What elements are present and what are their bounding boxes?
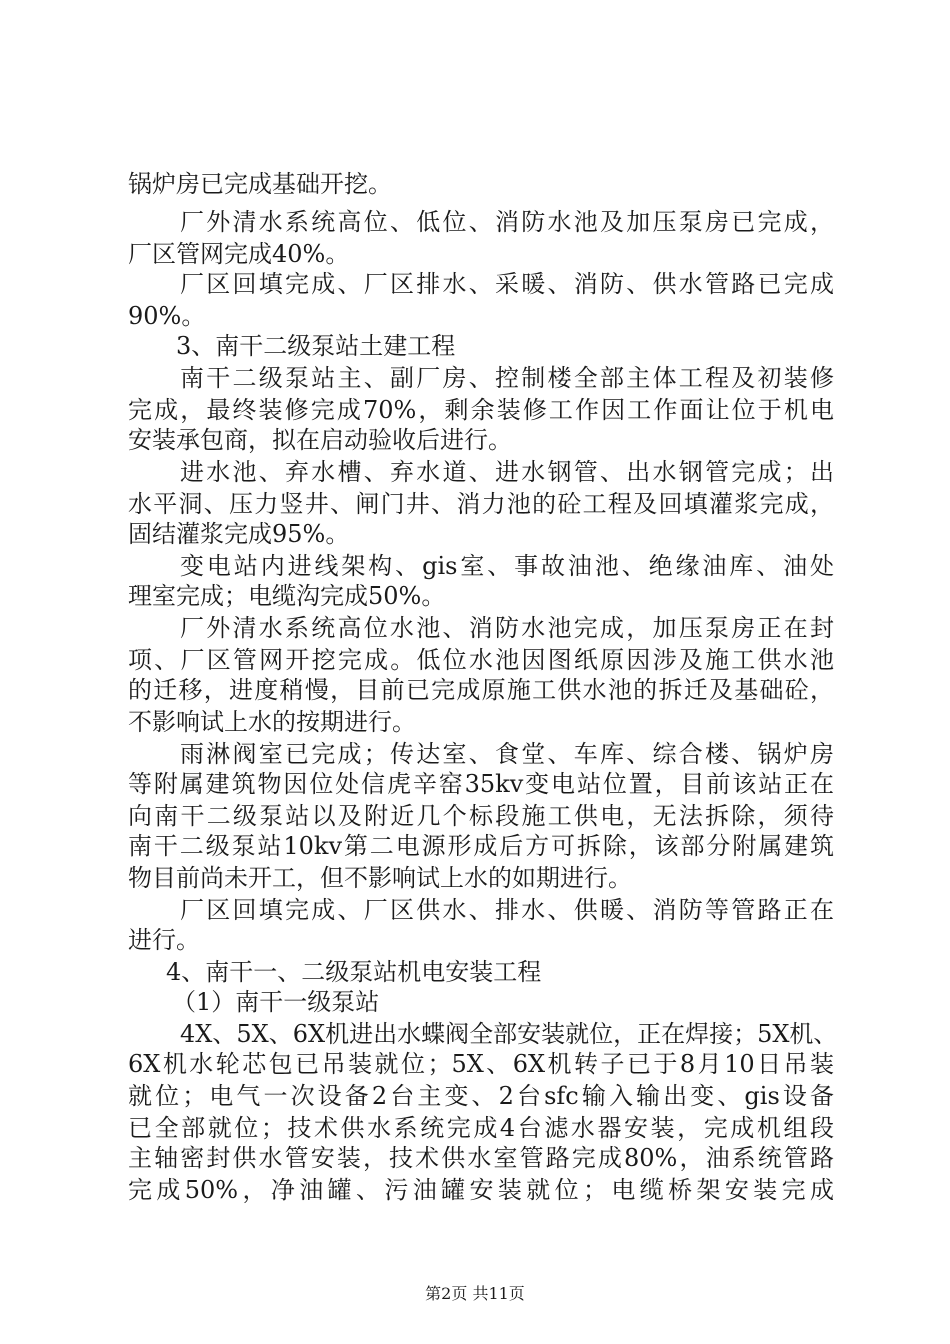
text-line: 锅炉房已完成基础开挖。 (128, 170, 392, 198)
text-line: 90%。 (128, 302, 206, 330)
text-line: 完成，最终装修完成70%，剩余装修工作因工作面让位于机电 (128, 396, 834, 424)
text-line: 厂外清水系统高位、低位、消防水池及加压泵房已完成， (180, 208, 834, 236)
text-line: 水平洞、压力竖井、闸门井、消力池的砼工程及回填灌浆完成， (128, 490, 834, 518)
text-line: 就位；电气一次设备2台主变、2台sfc输入输出变、gis设备 (128, 1082, 834, 1110)
text-line: 南干二级泵站主、副厂房、控制楼全部主体工程及初装修 (180, 364, 834, 392)
text-line: 4X、5X、6X机进出水蝶阀全部安装就位，正在焊接；5X机、 (180, 1020, 838, 1048)
text-line: 等附属建筑物因位处信虎辛窑35kv变电站位置，目前该站正在 (128, 770, 834, 798)
text-line: 厂外清水系统高位水池、消防水池完成，加压泵房正在封 (180, 614, 834, 642)
text-line: 主轴密封供水管安装，技术供水室管路完成80%，油系统管路 (128, 1144, 834, 1172)
text-line: 的迁移，进度稍慢，目前已完成原施工供水池的拆迁及基础砼， (128, 676, 834, 704)
text-line: 进行。 (128, 926, 200, 954)
text-line: 南干二级泵站10kv第二电源形成后方可拆除，该部分附属建筑 (128, 832, 834, 860)
page-footer: 第2页 共11页 (425, 1284, 525, 1303)
text-line: 固结灌浆完成95%。 (128, 520, 350, 548)
text-line: 厂区管网完成40%。 (128, 240, 350, 268)
text-line: 6X机水轮芯包已吊装就位；5X、6X机转子已于8月10日吊装 (128, 1050, 834, 1078)
text-line: 厂区回填完成、厂区排水、采暖、消防、供水管路已完成 (180, 270, 834, 298)
text-line: 完成50%，净油罐、污油罐安装就位；电缆桥架安装完成 (128, 1176, 834, 1204)
text-line: 理室完成；电缆沟完成50%。 (128, 582, 446, 610)
text-line: 向南干二级泵站以及附近几个标段施工供电，无法拆除，须待 (128, 802, 834, 830)
text-line: 已全部就位；技术供水系统完成4台滤水器安装，完成机组段 (128, 1114, 834, 1142)
section-heading: 4、南干一、二级泵站机电安装工程 (166, 958, 542, 986)
text-line: 进水池、弃水槽、弃水道、进水钢管、出水钢管完成；出 (180, 458, 834, 486)
text-line: 变电站内进线架构、gis室、事故油池、绝缘油库、油处 (180, 552, 834, 580)
subsection-heading: （1）南干一级泵站 (172, 988, 380, 1016)
text-line: 不影响试上水的按期进行。 (128, 708, 416, 736)
section-heading: 3、南干二级泵站土建工程 (176, 332, 456, 360)
text-line: 厂区回填完成、厂区供水、排水、供暖、消防等管路正在 (180, 896, 834, 924)
text-line: 物目前尚未开工，但不影响试上水的如期进行。 (128, 864, 632, 892)
text-line: 项、厂区管网开挖完成。低位水池因图纸原因涉及施工供水池 (128, 646, 834, 674)
text-line: 安装承包商，拟在启动验收后进行。 (128, 426, 512, 454)
text-line: 雨淋阀室已完成；传达室、食堂、车库、综合楼、锅炉房 (180, 740, 834, 768)
